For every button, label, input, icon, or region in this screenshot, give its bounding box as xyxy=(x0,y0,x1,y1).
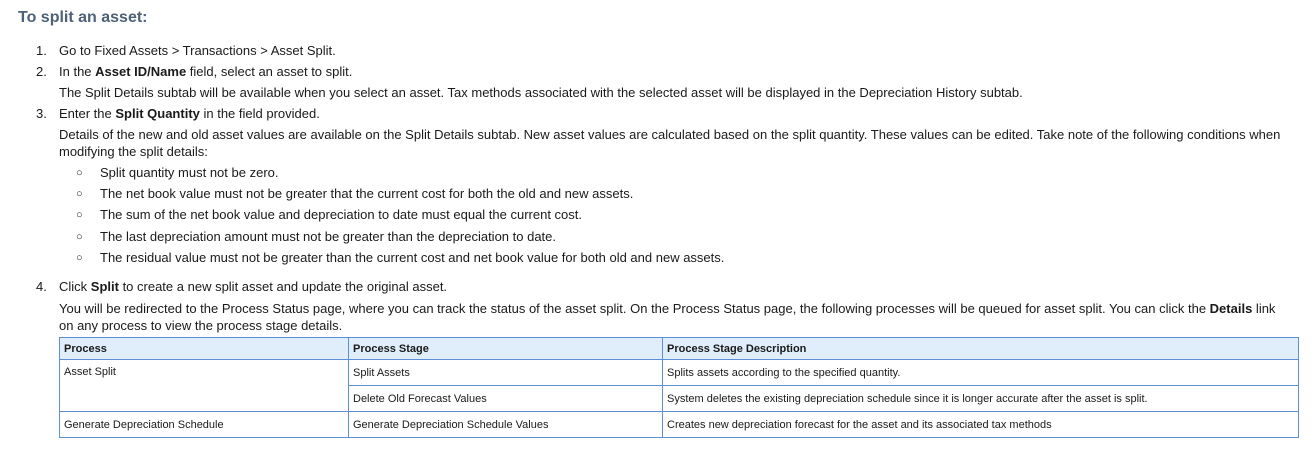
button-name-split: Split xyxy=(90,279,119,294)
bullet-icon: ○ xyxy=(76,188,83,200)
step-1-number: 1. xyxy=(36,43,47,58)
description-cell: Creates new depreciation forecast for the asset and its associated tax methods xyxy=(663,412,1299,438)
stage-cell: Generate Depreciation Schedule Values xyxy=(349,412,663,438)
condition-item: The residual value must not be greater than the current cost and net book value for both old and new assets. xyxy=(100,250,725,265)
step-1-text: Go to Fixed Assets > Transactions > Asset Split. xyxy=(59,43,336,58)
process-cell: Generate Depreciation Schedule xyxy=(60,412,349,438)
step-4-number: 4. xyxy=(36,279,47,294)
step-2-text: In the Asset ID/Name field, select an asset to split. xyxy=(59,64,353,79)
condition-item: The sum of the net book value and depreciation to date must equal the current cost. xyxy=(100,207,583,222)
condition-item: The last depreciation amount must not be greater than the depreciation to date. xyxy=(100,229,557,244)
column-header-process: Process xyxy=(60,338,349,360)
field-name-split-quantity: Split Quantity xyxy=(115,106,200,121)
description-cell: Splits assets according to the specified quantity. xyxy=(663,360,1299,386)
condition-item: Split quantity must not be zero. xyxy=(100,165,279,180)
field-name-asset-id: Asset ID/Name xyxy=(95,64,187,79)
step-3-text: Enter the Split Quantity in the field provided. xyxy=(59,106,320,121)
table-header-row xyxy=(60,338,1299,360)
condition-item: The net book value must not be greater that the current cost for both the old and new assets. xyxy=(100,186,634,201)
bullet-icon: ○ xyxy=(76,252,83,264)
table-row xyxy=(60,412,1299,438)
details-link-name: Details xyxy=(1209,301,1253,316)
column-header-description: Process Stage Description xyxy=(663,338,1299,360)
bullet-icon: ○ xyxy=(76,209,83,221)
step-4-note: You will be redirected to the Process Status page, where you can track the status of the asset split. On the Process Status page, the following processes will be queued for asset split. You can click the Details link on any process to view the process stage details. xyxy=(59,301,1276,333)
process-cell: Asset Split xyxy=(60,360,349,412)
step-3-note: Details of the new and old asset values are available on the Split Details subtab. New asset values are calculated based on the split quantity. These values can be edited. Take note of the following conditions when modifying the split details: xyxy=(59,127,1281,159)
step-4-text: Click Split to create a new split asset and update the original asset. xyxy=(59,279,448,294)
process-table xyxy=(59,337,1299,438)
page-title: To split an asset: xyxy=(18,9,148,26)
table-row xyxy=(60,360,1299,386)
stage-cell: Split Assets xyxy=(349,360,663,386)
bullet-icon: ○ xyxy=(76,231,83,243)
stage-cell: Delete Old Forecast Values xyxy=(349,386,663,412)
step-3-number: 3. xyxy=(36,106,47,121)
description-cell: System deletes the existing depreciation schedule since it is longer accurate after the asset is split. xyxy=(663,386,1299,412)
step-2-note: The Split Details subtab will be available when you select an asset. Tax methods associated with the selected asset will be displayed in the Depreciation History subtab. xyxy=(59,85,1023,100)
step-2-number: 2. xyxy=(36,64,47,79)
column-header-process-stage: Process Stage xyxy=(349,338,663,360)
bullet-icon: ○ xyxy=(76,167,83,179)
